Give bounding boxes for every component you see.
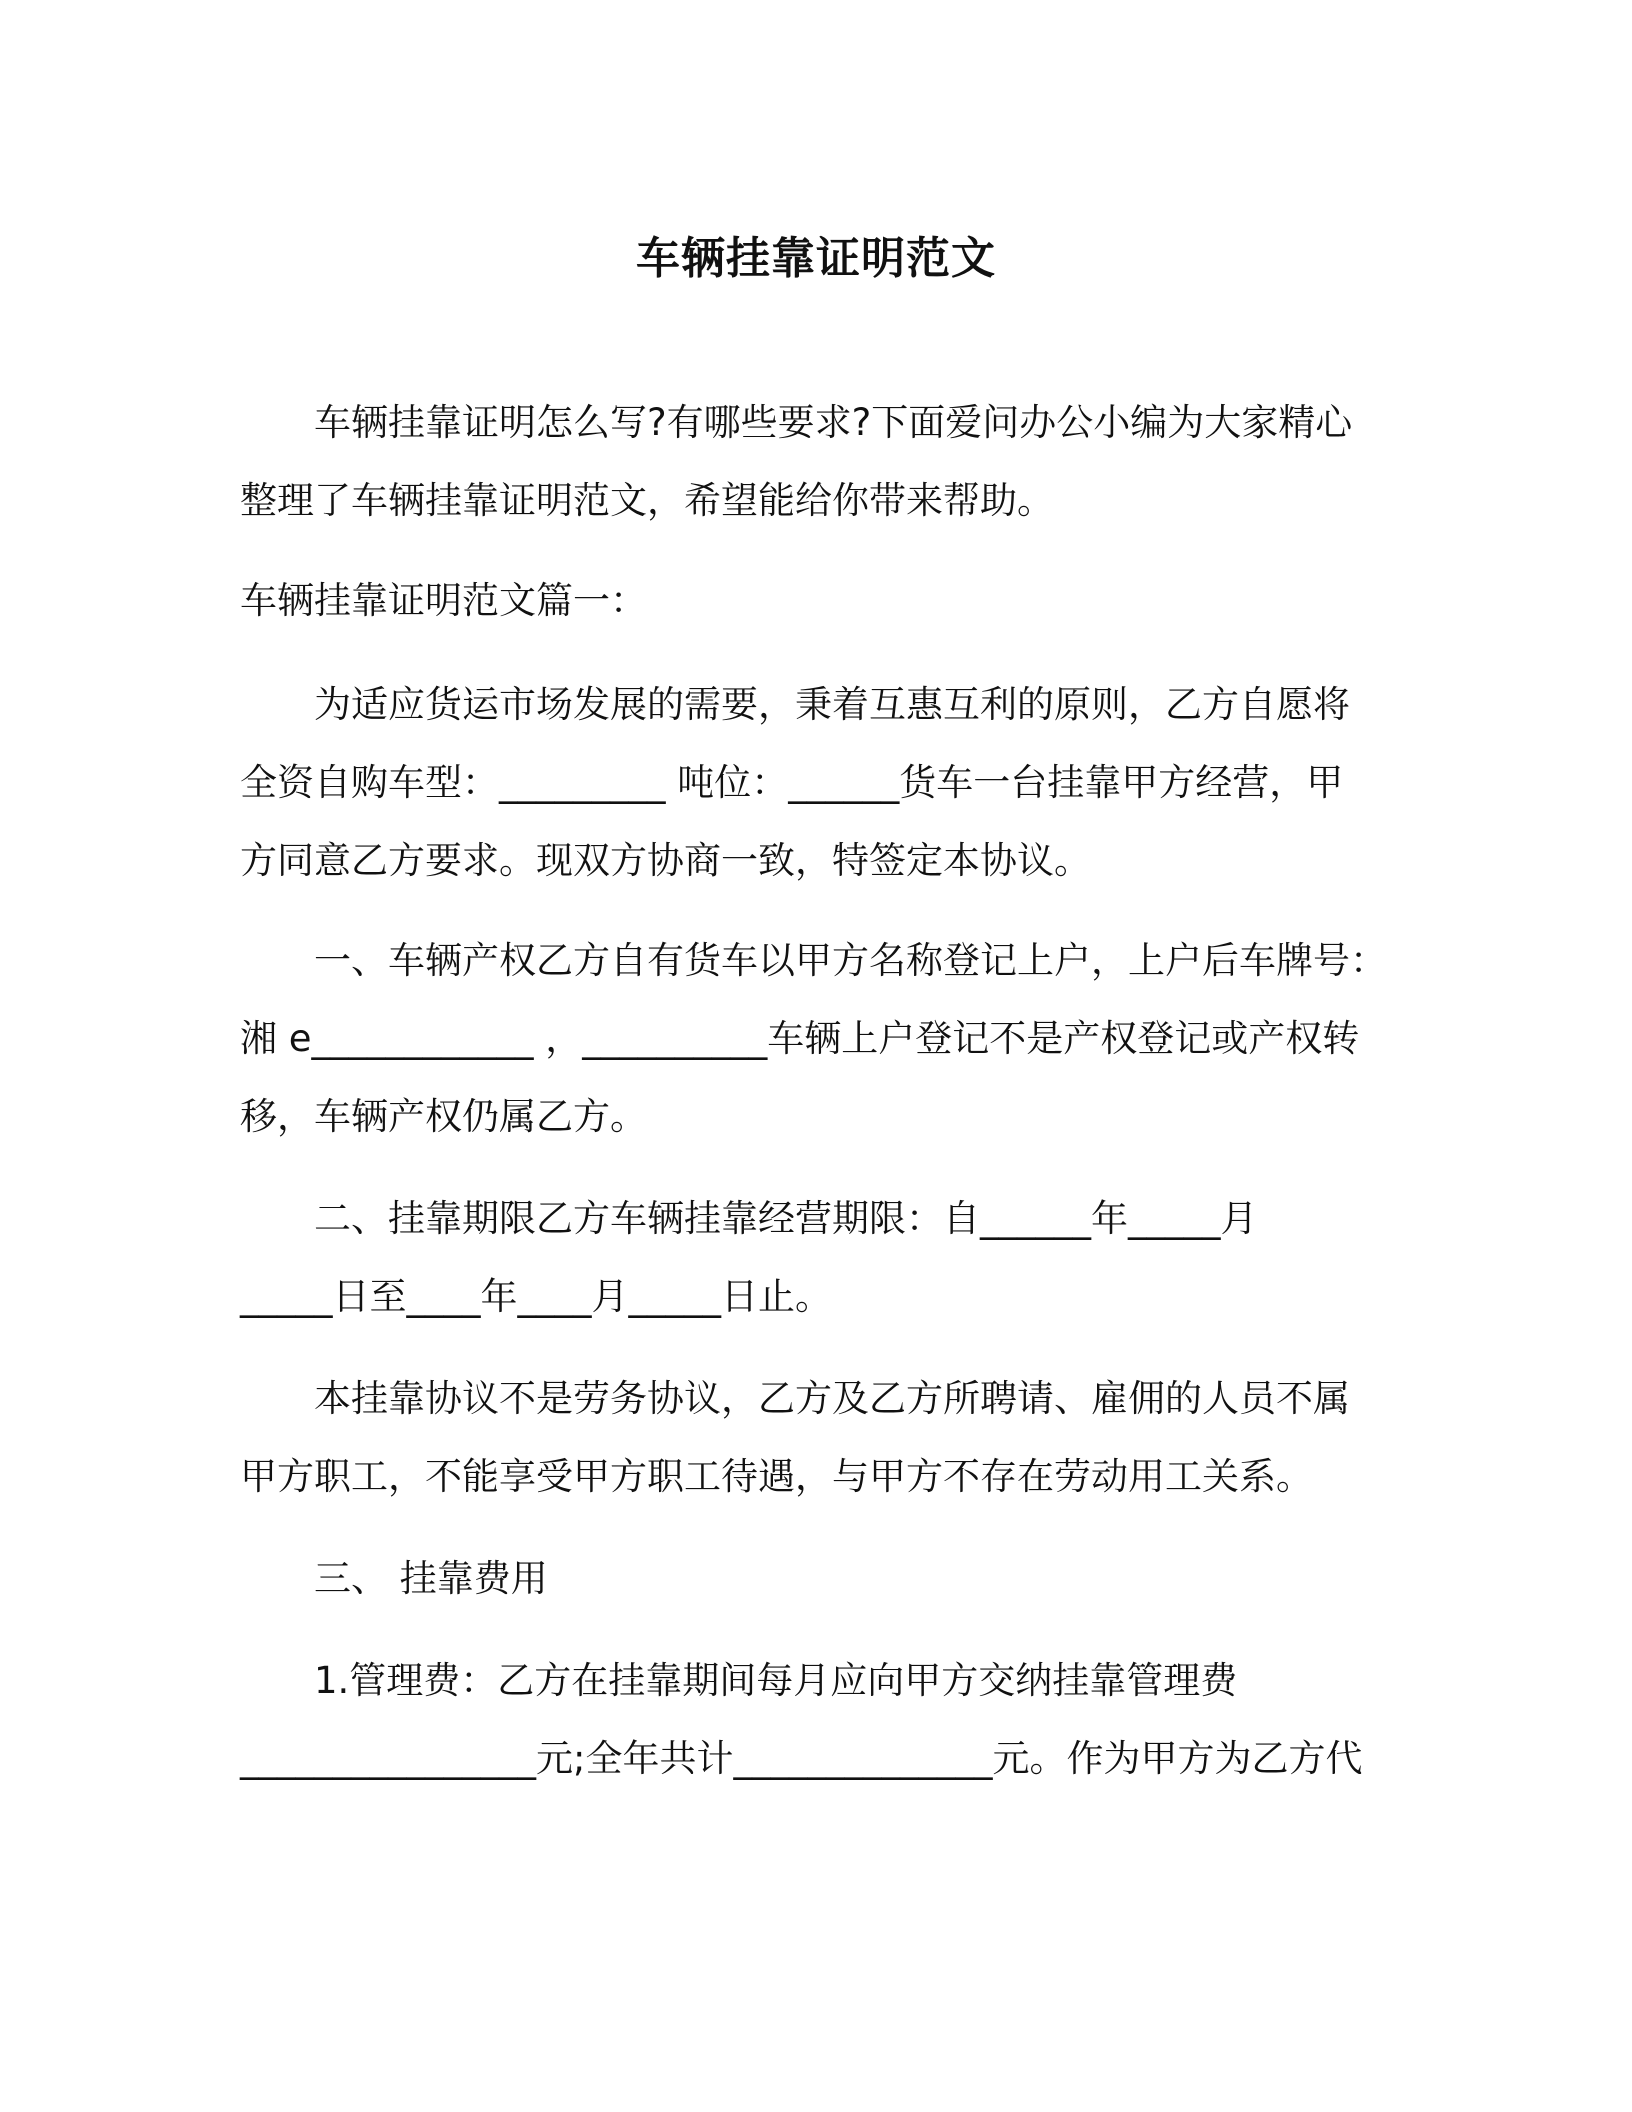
document-title: 车辆挂靠证明范文	[636, 233, 996, 284]
paragraph-ownership	[240, 922, 1390, 1156]
text-line: 湘 e____________ ，__________车辆上户登记不是产权登记或产权转	[240, 1017, 1360, 1060]
paragraph-management-fee	[240, 1642, 1390, 1798]
intro-paragraph	[240, 384, 1390, 540]
text-line: 二、挂靠期限乙方车辆挂靠经营期限：自______年_____月	[314, 1197, 1258, 1240]
heading-line: 三、 挂靠费用	[314, 1557, 548, 1600]
text-line: 全资自购车型：_________ 吨位：______货车一台挂靠甲方经营，甲	[240, 761, 1344, 804]
text-line: 为适应货运市场发展的需要，秉着互惠互利的原则，乙方自愿将	[314, 683, 1350, 726]
text-line: 方同意乙方要求。现双方协商一致，特签定本协议。	[240, 839, 1091, 882]
text-line: ________________元;全年共计______________元。作为甲方为乙方代	[240, 1737, 1363, 1780]
text-line: _____日至____年____月_____日止。	[240, 1275, 832, 1318]
section-heading	[240, 562, 1390, 640]
text-line: 甲方职工，不能享受甲方职工待遇，与甲方不存在劳动用工关系。	[240, 1455, 1313, 1498]
text-line: 一、车辆产权乙方自有货车以甲方名称登记上户，上户后车牌号：	[314, 939, 1387, 982]
text-line: 车辆挂靠证明怎么写?有哪些要求?下面爱问办公小编为大家精心	[314, 401, 1353, 444]
paragraph-term	[240, 1180, 1390, 1336]
text-line: 本挂靠协议不是劳务协议，乙方及乙方所聘请、雇佣的人员不属	[314, 1377, 1350, 1420]
paragraph-intent	[240, 666, 1390, 900]
section-heading-fees	[240, 1540, 1390, 1618]
text-line: 移，车辆产权仍属乙方。	[240, 1095, 647, 1138]
heading-line: 车辆挂靠证明范文篇一：	[240, 579, 647, 622]
paragraph-labor	[240, 1360, 1390, 1516]
text-line: 1.管理费：乙方在挂靠期间每月应向甲方交纳挂靠管理费	[314, 1659, 1238, 1702]
text-line: 整理了车辆挂靠证明范文，希望能给你带来帮助。	[240, 479, 1054, 522]
